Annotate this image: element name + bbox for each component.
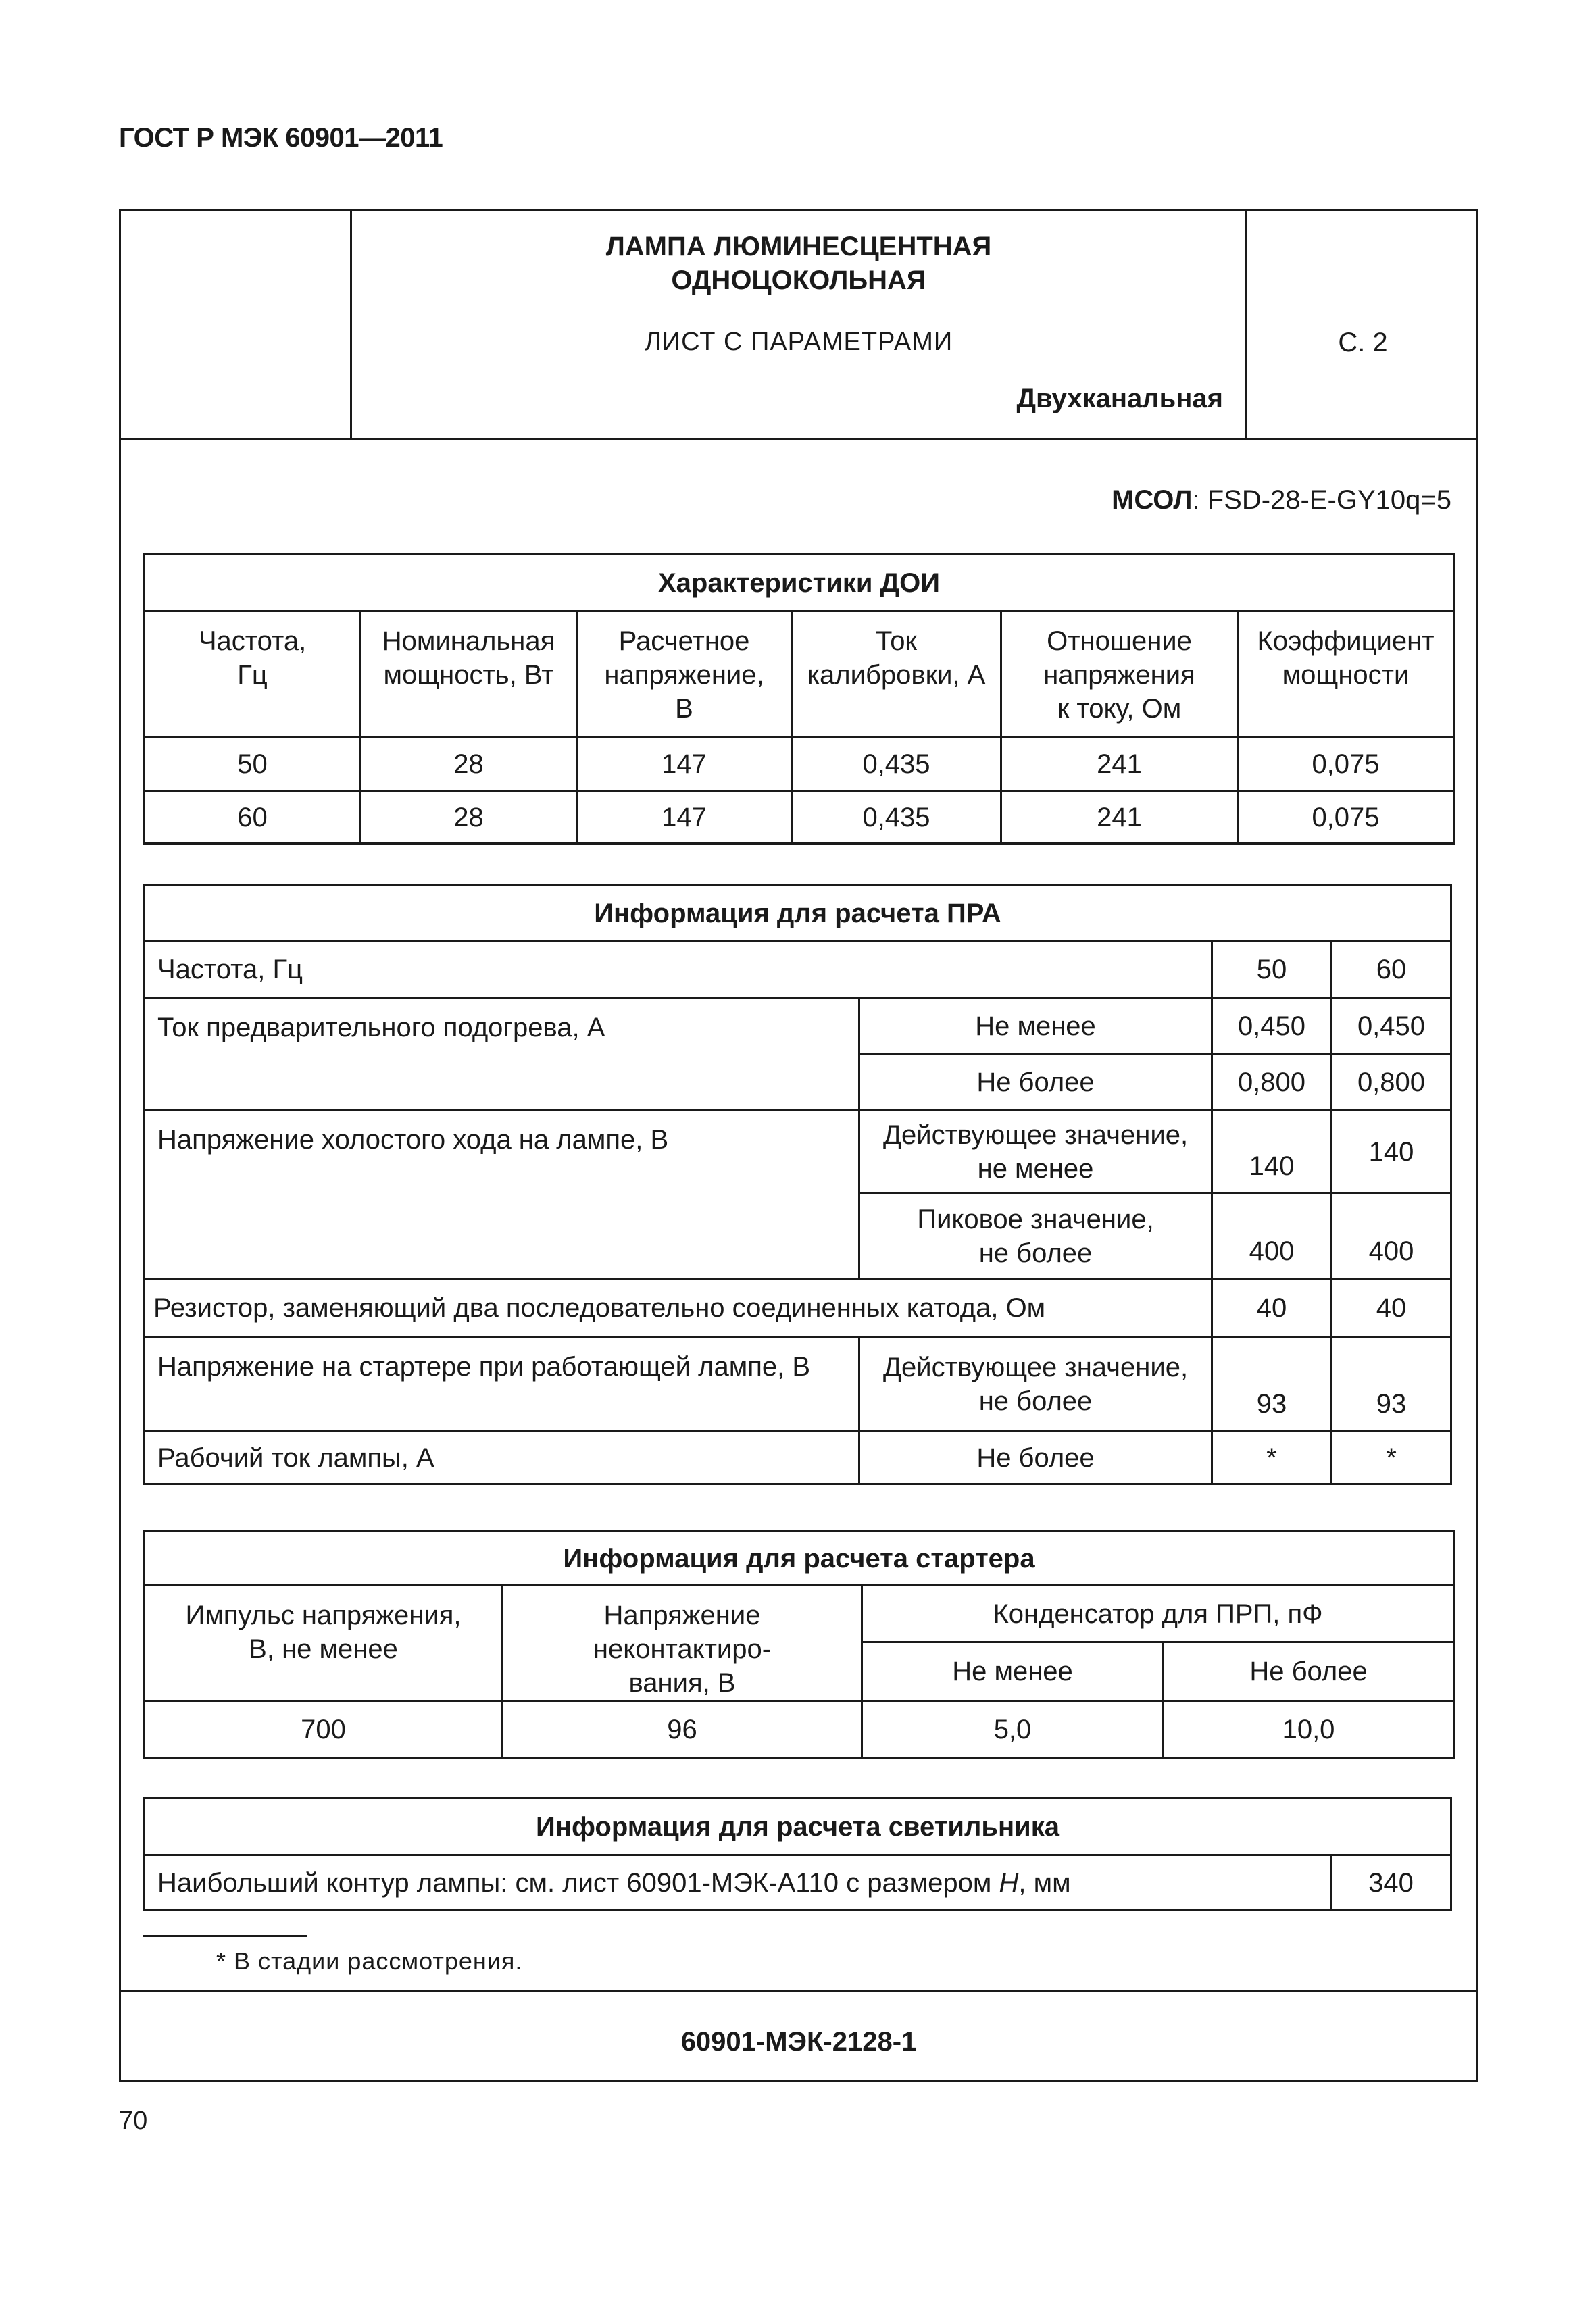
table-row bbox=[145, 791, 1454, 844]
ocv-peak-label bbox=[859, 1194, 1212, 1279]
msol-value: : FSD-28-E-GY10q=5 bbox=[1192, 485, 1451, 515]
doi-cell: 147 bbox=[577, 791, 792, 844]
footer-rule bbox=[119, 1990, 1478, 1992]
lamp-title bbox=[352, 230, 1245, 297]
doi-cell: 0,075 bbox=[1238, 791, 1454, 844]
table-row bbox=[145, 998, 1451, 1055]
doi-header-ratio-l1: Отношение bbox=[1047, 626, 1192, 656]
max-contour-label bbox=[145, 1855, 1331, 1911]
table-row bbox=[145, 1432, 1451, 1484]
resistor-60: 40 bbox=[1332, 1279, 1451, 1337]
doi-cell: 50 bbox=[145, 737, 361, 791]
ocv-peak-50: 400 bbox=[1212, 1194, 1332, 1279]
starter-voltage-60: 93 bbox=[1332, 1337, 1451, 1432]
starter-voltage-cond-l2: не более bbox=[978, 1386, 1093, 1416]
ballast-info-table bbox=[143, 884, 1452, 1485]
doi-header-current-l1: Ток bbox=[875, 626, 918, 656]
table-row bbox=[145, 1855, 1451, 1911]
page-number: 70 bbox=[119, 2107, 148, 2135]
starter-header-pulse-l2: В, не менее bbox=[249, 1634, 398, 1664]
doi-header-ratio-l3: к току, Ом bbox=[1057, 694, 1182, 724]
starter-info-table bbox=[143, 1530, 1455, 1759]
starter-pulse-value: 700 bbox=[145, 1701, 503, 1758]
doi-cell: 0,435 bbox=[792, 791, 1001, 844]
starter-table-title: Информация для расчета стартера bbox=[145, 1532, 1454, 1586]
doi-header-voltage bbox=[577, 611, 792, 737]
doi-cell: 147 bbox=[577, 737, 792, 791]
doi-header-voltage-l3: В bbox=[675, 694, 693, 724]
table-row bbox=[145, 1337, 1451, 1432]
doi-header-frequency-l2: Гц bbox=[237, 660, 268, 690]
luminaire-info-table bbox=[143, 1797, 1452, 1911]
ocv-rms-label-l1: Действующее значение, bbox=[882, 1120, 1189, 1150]
footnote: * В стадии рассмотрения. bbox=[216, 1947, 523, 1975]
capacitor-min-value: 5,0 bbox=[862, 1701, 1164, 1758]
doi-cell: 241 bbox=[1001, 791, 1238, 844]
preheat-max-50: 0,800 bbox=[1212, 1055, 1332, 1110]
doi-cell: 28 bbox=[361, 791, 577, 844]
ballast-frequency-50: 50 bbox=[1212, 941, 1332, 998]
max-contour-label-var: Н bbox=[999, 1867, 1019, 1898]
sheet-subtitle: ЛИСТ С ПАРАМЕТРАМИ bbox=[644, 328, 953, 356]
starter-header-nonoperating-l2: вания, В bbox=[628, 1668, 736, 1698]
starter-voltage-50: 93 bbox=[1212, 1337, 1332, 1432]
lamp-title-line1: ЛАМПА ЛЮМИНЕСЦЕНТНАЯ bbox=[605, 232, 992, 261]
doi-cell: 0,435 bbox=[792, 737, 1001, 791]
max-contour-label-suffix: , мм bbox=[1018, 1867, 1071, 1898]
doi-cell: 241 bbox=[1001, 737, 1238, 791]
operating-current-label: Рабочий ток лампы, А bbox=[145, 1432, 859, 1484]
title-bottom-rule bbox=[119, 438, 1478, 440]
doi-header-power-l2: мощность, Вт bbox=[383, 660, 554, 690]
table-row bbox=[145, 1110, 1451, 1194]
doi-header-voltage-l2: напряжение, bbox=[604, 660, 764, 690]
max-contour-label-prefix: Наибольший контур лампы: см. лист 60901-МЭК-А110 с размером bbox=[157, 1867, 999, 1898]
preheat-min-50: 0,450 bbox=[1212, 998, 1332, 1055]
table-row bbox=[145, 1701, 1454, 1758]
starter-header-pulse-l1: Импульс напряжения, bbox=[185, 1601, 462, 1630]
sheet-id: 60901-МЭК-2128-1 bbox=[680, 2027, 917, 2057]
ocv-rms-label-l2: не менее bbox=[977, 1153, 1094, 1184]
doi-header-current-l2: калибровки, А bbox=[807, 660, 986, 690]
capacitor-max-value: 10,0 bbox=[1164, 1701, 1454, 1758]
doi-header-frequency-l1: Частота, bbox=[198, 626, 307, 656]
doi-header-voltage-l1: Расчетное bbox=[618, 626, 750, 656]
starter-voltage-label: Напряжение на стартере при работающей лампе, В bbox=[145, 1337, 859, 1432]
standard-number: ГОСТ Р МЭК 60901—2011 bbox=[119, 123, 443, 153]
table-row bbox=[145, 737, 1454, 791]
max-contour-value: 340 bbox=[1331, 1855, 1451, 1911]
doi-header-power-factor bbox=[1238, 611, 1454, 737]
doi-cell: 60 bbox=[145, 791, 361, 844]
footnote-rule bbox=[143, 1935, 307, 1937]
capacitor-min-header: Не менее bbox=[862, 1642, 1164, 1701]
doi-header-ratio bbox=[1001, 611, 1238, 737]
starter-voltage-cond-l1: Действующее значение, bbox=[882, 1352, 1189, 1382]
ocv-rms-label bbox=[859, 1110, 1212, 1194]
doi-header-pf-l2: мощности bbox=[1282, 660, 1410, 690]
title-divider-right bbox=[1245, 209, 1247, 439]
preheat-min-60: 0,450 bbox=[1332, 998, 1451, 1055]
ocv-peak-label-l2: не более bbox=[978, 1238, 1093, 1268]
capacitor-header: Конденсатор для ПРП, пФ bbox=[862, 1586, 1454, 1642]
doi-header-ratio-l2: напряжения bbox=[1043, 660, 1195, 690]
lamp-type: Двухканальная bbox=[1016, 384, 1223, 413]
preheat-current-label: Ток предварительного подогрева, А bbox=[145, 998, 859, 1110]
doi-header-power-l1: Номинальная bbox=[382, 626, 555, 656]
table-row bbox=[145, 1279, 1451, 1337]
resistor-label: Резистор, заменяющий два последовательно соединенных катода, Ом bbox=[145, 1279, 1212, 1337]
preheat-min-label: Не менее bbox=[859, 998, 1212, 1055]
ocv-rms-60: 140 bbox=[1332, 1110, 1451, 1194]
ocv-peak-label-l1: Пиковое значение, bbox=[917, 1204, 1154, 1234]
ballast-table-title: Информация для расчета ПРА bbox=[145, 886, 1451, 941]
msol-label: МСОЛ bbox=[1112, 485, 1193, 515]
ballast-frequency-label: Частота, Гц bbox=[145, 941, 1212, 998]
luminaire-table-title: Информация для расчета светильника bbox=[145, 1799, 1451, 1855]
table-row bbox=[145, 941, 1451, 998]
doi-header-current bbox=[792, 611, 1001, 737]
operating-current-60: * bbox=[1332, 1432, 1451, 1484]
preheat-max-label: Не более bbox=[859, 1055, 1212, 1110]
operating-current-50: * bbox=[1212, 1432, 1332, 1484]
doi-header-frequency bbox=[145, 611, 361, 737]
capacitor-max-header: Не более bbox=[1164, 1642, 1454, 1701]
operating-current-condition: Не более bbox=[859, 1432, 1212, 1484]
starter-header-nonoperating bbox=[503, 1586, 862, 1701]
msol-designation bbox=[811, 485, 1451, 515]
doi-cell: 0,075 bbox=[1238, 737, 1454, 791]
page-ref: С. 2 bbox=[1338, 328, 1388, 357]
starter-nonoperating-value: 96 bbox=[503, 1701, 862, 1758]
resistor-50: 40 bbox=[1212, 1279, 1332, 1337]
doi-table-title: Характеристики ДОИ bbox=[145, 555, 1454, 611]
lamp-title-line2: ОДНОЦОКОЛЬНАЯ bbox=[671, 266, 926, 295]
doi-characteristics-table bbox=[143, 553, 1455, 845]
doi-header-power bbox=[361, 611, 577, 737]
open-circuit-voltage-label: Напряжение холостого хода на лампе, В bbox=[145, 1110, 859, 1279]
doi-header-pf-l1: Коэффициент bbox=[1257, 626, 1435, 656]
ocv-peak-60: 400 bbox=[1332, 1194, 1451, 1279]
starter-header-nonoperating-l1: Напряжение неконтактиро- bbox=[593, 1601, 772, 1664]
ocv-rms-50: 140 bbox=[1212, 1110, 1332, 1194]
preheat-max-60: 0,800 bbox=[1332, 1055, 1451, 1110]
starter-header-pulse bbox=[145, 1586, 503, 1701]
ballast-frequency-60: 60 bbox=[1332, 941, 1451, 998]
starter-voltage-condition bbox=[859, 1337, 1212, 1432]
doi-cell: 28 bbox=[361, 737, 577, 791]
